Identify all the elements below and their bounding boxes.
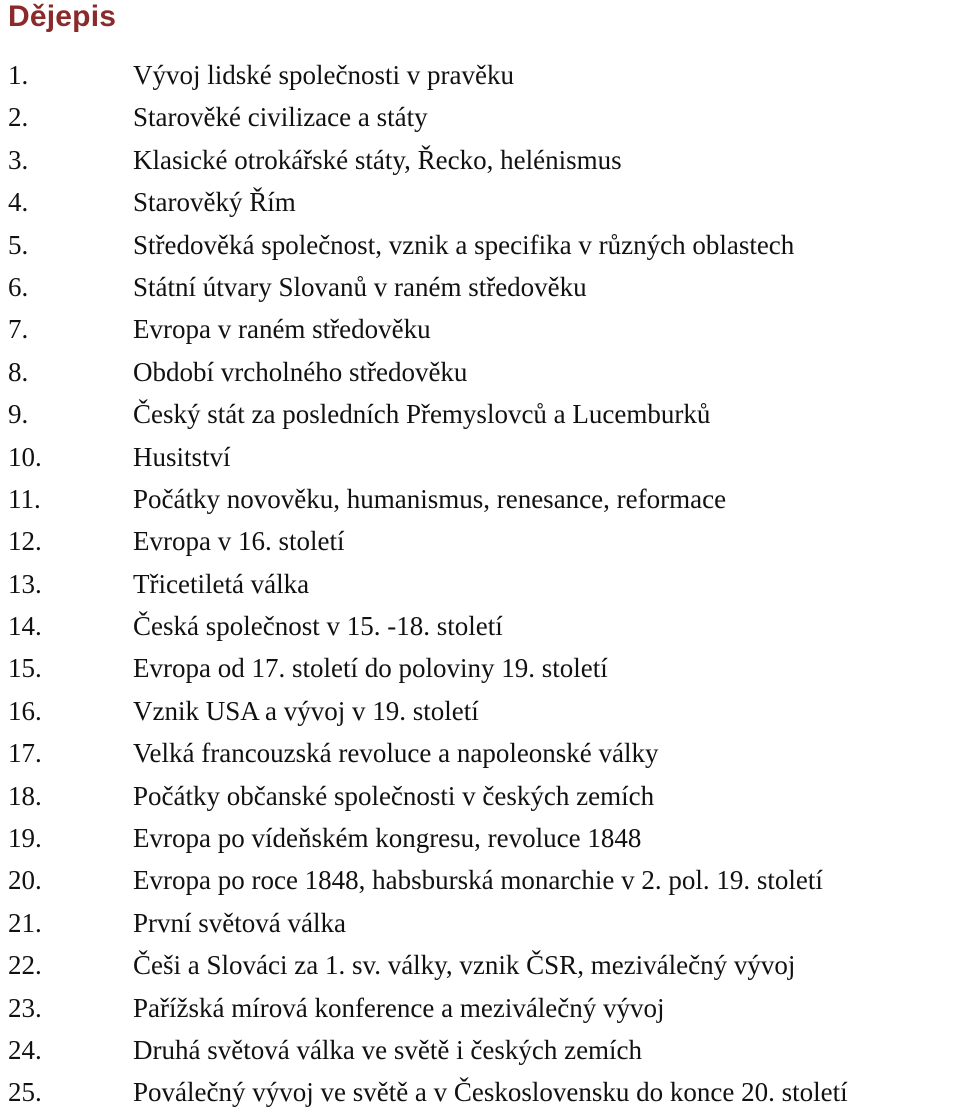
topic-number: 6.	[8, 271, 29, 302]
topic-number: 14.	[8, 611, 42, 642]
topic-text: Pařížská mírová konference a meziválečný vývoj	[133, 992, 665, 1023]
topic-number: 21.	[8, 907, 42, 938]
topic-text: Období vrcholného středověku	[133, 356, 468, 387]
topic-text: Husitství	[133, 441, 231, 472]
topic-text: Státní útvary Slovanů v raném středověku	[133, 271, 587, 302]
topic-number: 23.	[8, 992, 42, 1023]
topic-item	[0, 436, 960, 478]
topic-list	[0, 54, 960, 1114]
topic-text: Vývoj lidské společnosti v pravěku	[133, 60, 514, 90]
topic-text: Evropa od 17. století do poloviny 19. století	[133, 653, 608, 684]
topic-number: 16.	[8, 695, 42, 726]
topic-number: 15.	[8, 653, 42, 684]
topic-text: Česká společnost v 15. -18. století	[133, 611, 503, 642]
page-title: Dějepis	[8, 0, 117, 33]
topic-text: Třicetiletá válka	[133, 568, 310, 599]
topic-number: 9.	[8, 399, 29, 430]
topic-number: 20.	[8, 865, 42, 896]
topic-item	[0, 647, 960, 689]
topic-item	[0, 266, 960, 308]
topic-text: Velká francouzská revoluce a napoleonské války	[133, 738, 659, 769]
topic-text: Evropa po vídeňském kongresu, revoluce 1848	[133, 823, 642, 854]
topic-text: Druhá světová válka ve světě i českých zemích	[133, 1034, 643, 1065]
topic-number: 5.	[8, 229, 29, 260]
topic-number: 10.	[8, 441, 42, 472]
topic-text: Vznik USA a vývoj v 19. století	[133, 695, 479, 726]
topic-text: Středověká společnost, vznik a specifika v různých oblastech	[133, 229, 795, 260]
topic-item	[0, 817, 960, 859]
topic-item	[0, 902, 960, 944]
topic-number: 18.	[8, 780, 42, 811]
topic-item	[0, 1071, 960, 1113]
topic-item	[0, 351, 960, 393]
topic-item	[0, 478, 960, 520]
topic-number: 3.	[8, 144, 29, 175]
topic-number: 1.	[8, 60, 29, 90]
topic-text: Český stát za posledních Přemyslovců a Lucemburků	[133, 399, 711, 430]
topic-text: Klasické otrokářské státy, Řecko, helénismus	[133, 144, 622, 175]
topic-item	[0, 181, 960, 223]
topic-item	[0, 139, 960, 181]
topic-item	[0, 775, 960, 817]
topic-item	[0, 944, 960, 986]
topic-item	[0, 690, 960, 732]
topic-number: 22.	[8, 950, 42, 981]
topic-item	[0, 859, 960, 901]
topic-number: 7.	[8, 314, 29, 345]
topic-number: 11.	[8, 483, 41, 514]
topic-number: 25.	[8, 1077, 42, 1108]
topic-text: Evropa v 16. století	[133, 526, 345, 557]
topic-number: 13.	[8, 568, 42, 599]
topic-text: Starověký Řím	[133, 187, 296, 218]
topic-number: 12.	[8, 526, 42, 557]
topic-item	[0, 96, 960, 138]
topic-item	[0, 605, 960, 647]
topic-item	[0, 563, 960, 605]
topic-text: Starověké civilizace a státy	[133, 102, 428, 133]
topic-item	[0, 54, 960, 96]
topic-number: 2.	[8, 102, 29, 133]
topic-number: 19.	[8, 823, 42, 854]
topic-text: Evropa po roce 1848, habsburská monarchie v 2. pol. 19. století	[133, 865, 823, 896]
topic-item	[0, 732, 960, 774]
topic-number: 8.	[8, 356, 29, 387]
topic-item	[0, 393, 960, 435]
topic-number: 4.	[8, 187, 29, 218]
topic-item	[0, 520, 960, 562]
topic-item	[0, 308, 960, 350]
topic-number: 24.	[8, 1034, 42, 1065]
topic-item	[0, 224, 960, 266]
topic-number: 17.	[8, 738, 42, 769]
topic-item	[0, 1029, 960, 1071]
topic-text: První světová válka	[133, 907, 346, 938]
topic-text: Poválečný vývoj ve světě a v Československu do konce 20. století	[133, 1077, 848, 1108]
topic-text: Počátky novověku, humanismus, renesance, reformace	[133, 483, 727, 514]
topic-item	[0, 987, 960, 1029]
topic-text: Evropa v raném středověku	[133, 314, 431, 345]
topic-text: Počátky občanské společnosti v českých zemích	[133, 780, 655, 811]
topic-text: Češi a Slováci za 1. sv. války, vznik ČSR, meziválečný vývoj	[133, 950, 796, 981]
